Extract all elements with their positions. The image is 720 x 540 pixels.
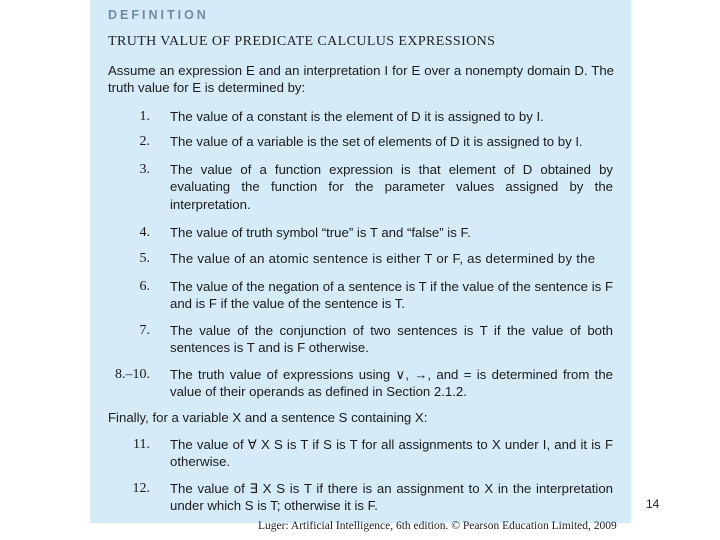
list-item: The truth value of expressions using ∨, →, and = is determined from the value of their operands as defined in Section 2.1.2.: [170, 367, 613, 400]
definition-heading: DEFINITION: [108, 8, 209, 22]
list-item: The value of ∃ X S is T if there is an assignment to X in the interpretation under which S is T; otherwise it is F.: [170, 481, 613, 514]
item-number: 3.: [139, 162, 150, 177]
intro-paragraph: Assume an expression E and an interpretation I for E over a nonempty domain D. The truth value for E is determined by:: [108, 63, 614, 95]
item-number: 5.: [139, 251, 150, 266]
list-item: The value of truth symbol “true” is T and “false” is F.: [170, 225, 471, 240]
list-item: The value of an atomic sentence is either T or F, as determined by the: [170, 251, 596, 266]
finally-paragraph: Finally, for a variable X and a sentence S containing X:: [108, 410, 428, 425]
definition-title: TRUTH VALUE OF PREDICATE CALCULUS EXPRESSIONS: [108, 34, 496, 49]
item-number: 12.: [132, 481, 150, 496]
item-number: 4.: [139, 225, 150, 240]
list-item: The value of a function expression is that element of D obtained by evaluating the function for the parameter values assigned by the interpretation.: [170, 162, 613, 212]
list-item: The value of the negation of a sentence is T if the value of the sentence is F and is F if the value of the sentence is T.: [170, 279, 613, 312]
item-number: 11.: [133, 437, 150, 452]
item-number: 1.: [139, 109, 150, 124]
list-item: The value of a variable is the set of elements of D it is assigned to by I.: [170, 134, 583, 149]
list-item: The value of a constant is the element of D it is assigned to by I.: [170, 109, 544, 124]
item-number: 6.: [139, 279, 150, 294]
item-number: 2.: [139, 134, 150, 149]
list-item: The value of ∀ X S is T if S is T for all assignments to X under I, and it is F otherwise.: [170, 437, 613, 470]
list-item: The value of the conjunction of two sentences is T if the value of both sentences is T and is F otherwise.: [170, 323, 613, 356]
item-number: 8.–10.: [115, 367, 150, 382]
page-number: 14: [646, 497, 660, 511]
footer-citation: Luger: Artificial Intelligence, 6th edition. © Pearson Education Limited, 2009: [258, 520, 617, 532]
item-number: 7.: [139, 323, 150, 338]
